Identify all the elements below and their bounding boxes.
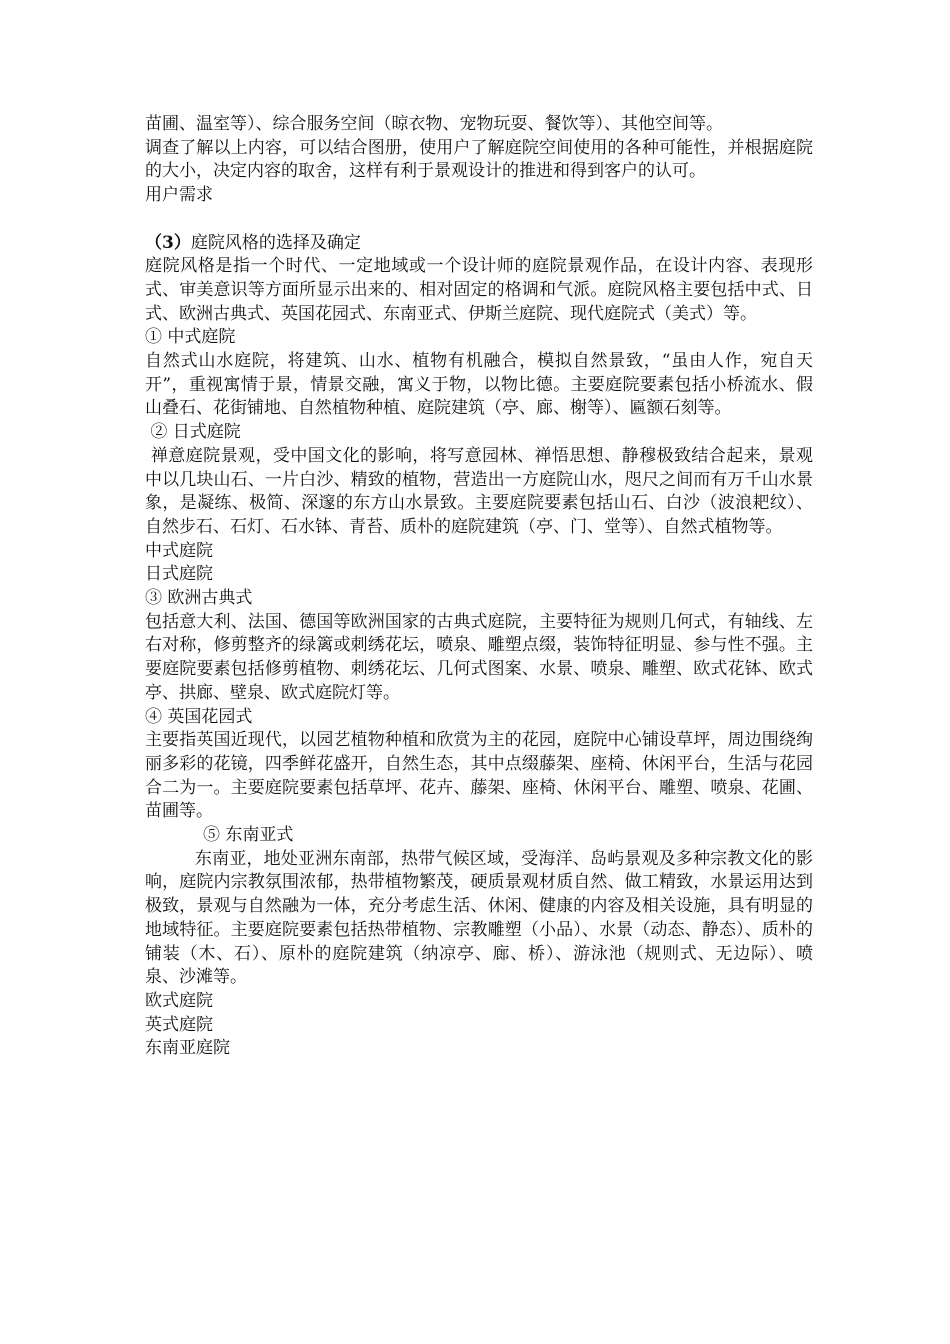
chinese-garden-image-label: 中式庭院 xyxy=(145,540,213,561)
section-3-title: 庭院风格的选择及确定 xyxy=(190,232,361,253)
japanese-garden-heading: ② 日式庭院 xyxy=(145,422,241,443)
english-garden-image-label: 英式庭院 xyxy=(145,1014,213,1035)
intro-paragraph-tail: 苗圃、温室等）、综合服务空间（晾衣物、宠物玩耍、餐饮等）、其他空间等。 xyxy=(145,114,723,134)
southeast-asian-heading: ⑤ 东南亚式 xyxy=(203,825,294,846)
southeast-asian-garden-image-label: 东南亚庭院 xyxy=(145,1038,230,1059)
chinese-garden-heading: ① 中式庭院 xyxy=(145,327,236,348)
english-garden-heading: ④ 英国花园式 xyxy=(145,706,253,727)
european-classical-heading: ③ 欧洲古典式 xyxy=(145,588,253,609)
japanese-garden-image-label: 日式庭院 xyxy=(145,564,213,585)
section-3-heading xyxy=(145,232,813,256)
document-page xyxy=(145,113,813,1061)
southeast-asian-paragraph: 东南亚，地处亚洲东南部，热带气候区域，受海洋、岛屿景观及多种宗教文化的影响，庭院内宗教氛围浓郁，热带植物繁茂，硬质景观材质自然、做工精致，水景运用达到极致，景观与自然融为一体，充分考虑生活、休闲、健康的内容及相关设施，具有明显的地域特征。主要庭院要素包括热带植物、宗教雕塑（小品）、水景（动态、静态）、质朴的铺装（木、石）、原朴的庭院建筑（纳凉亭、廊、桥）、游泳池（规则式、无边际）、喷泉、沙滩等。 xyxy=(145,848,813,988)
european-classical-paragraph: 包括意大利、法国、德国等欧洲国家的古典式庭院，主要特征为规则几何式，有轴线、左右对称，修剪整齐的绿篱或刺绣花坛，喷泉、雕塑点缀，装饰特征明显、参与性不强。主要庭院要素包括修剪植物、刺绣花坛、几何式图案、水景、喷泉、雕塑、欧式花钵、欧式亭、拱廊、壁泉、欧式庭院灯等。 xyxy=(145,611,813,703)
japanese-garden-paragraph: 禅意庭院景观，受中国文化的影响，将写意园林、禅悟思想、静穆极致结合起来，景观中以几块山石、一片白沙、精致的植物，营造出一方庭院山水，咫尺之间而有万千山水景象，是凝练、极简、深邃的东方山水景致。主要庭院要素包括山石、白沙（波浪耙纹）、自然步石、石灯、石水钵、青苔、质朴的庭院建筑（亭、门、堂等）、自然式植物等。 xyxy=(145,445,813,537)
blank-line xyxy=(145,208,813,232)
english-garden-paragraph: 主要指英国近现代，以园艺植物种植和欣赏为主的花园，庭院中心铺设草坪，周边围绕绚丽多彩的花镜，四季鲜花盛开，自然生态，其中点缀藤架、座椅、休闲平台，生活与花园合二为一。主要庭院要素包括草坪、花卉、藤架、座椅、休闲平台、雕塑、喷泉、花圃、苗圃等。 xyxy=(145,730,813,822)
chinese-garden-paragraph: 自然式山水庭院，将建筑、山水、植物有机融合，模拟自然景致，“虽由人作，宛自天开”，重视寓情于景，情景交融，寓义于物，以物比德。主要庭院要素包括小桥流水、假山叠石、花街铺地、自然植物种植、庭院建筑（亭、廊、榭等）、匾额石刻等。 xyxy=(145,351,813,419)
style-definition-paragraph: 庭院风格是指一个时代、一定地域或一个设计师的庭院景观作品，在设计内容、表现形式、审美意识等方面所显示出来的、相对固定的格调和气派。庭院风格主要包括中式、日式、欧洲古典式、英国花园式、东南亚式、伊斯兰庭院、现代庭院式（美式）等。 xyxy=(145,256,813,324)
survey-paragraph: 调查了解以上内容，可以结合图册，使用户了解庭院空间使用的各种可能性，并根据庭院的大小，决定内容的取舍，这样有利于景观设计的推进和得到客户的认可。 xyxy=(145,137,813,182)
user-needs-image-label: 用户需求 xyxy=(145,185,213,206)
section-3-number: （3） xyxy=(145,232,191,253)
european-garden-image-label: 欧式庭院 xyxy=(145,991,213,1011)
